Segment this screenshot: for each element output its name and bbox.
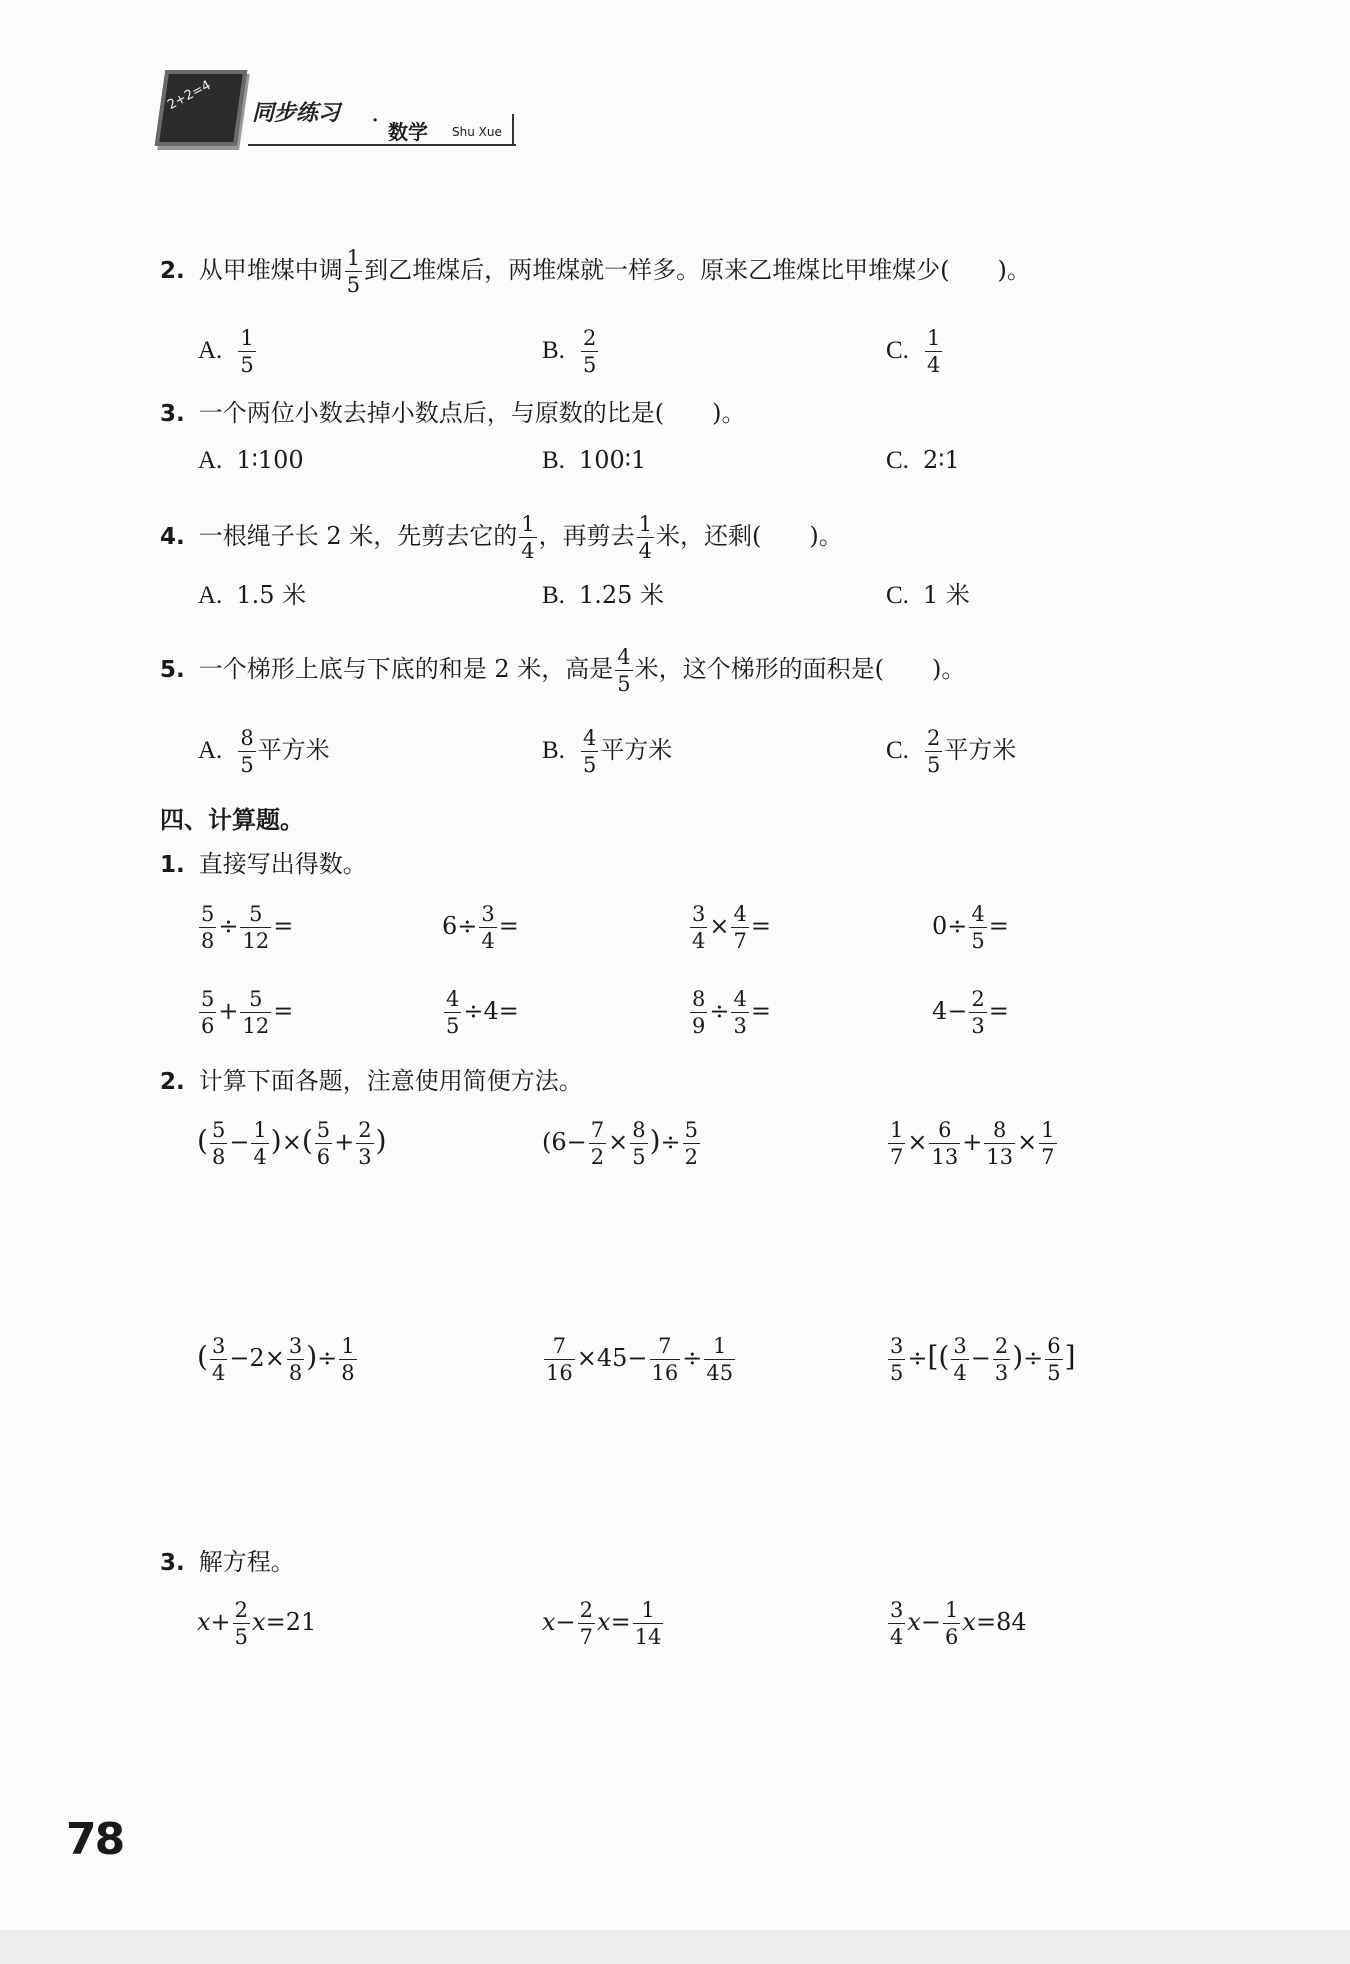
simplify-3: $\frac{1}{7}$ × $\frac{6}{13}$ + $\frac{8}{13}$ × $\frac{1}{7}$ [890,1118,1055,1169]
question-text: 从甲堆煤中调 [198,256,343,284]
calc-1-3: $\frac{3}{4}$ × $\frac{4}{7}$ = [692,902,771,953]
fraction: $\frac{2}{5}$ [926,726,941,777]
fraction: $\frac{2}{5}$ [582,326,597,377]
simplify-5: $\frac{7}{16}$ ×45− $\frac{7}{16}$ ÷ $\frac{1}{45}$ [546,1334,734,1385]
option-a[interactable]: A. 1∶100 [198,446,304,474]
option-b[interactable]: B. $\frac{4}{5}$ 平方米 [542,726,673,777]
calc-1-4: 0÷ $\frac{4}{5}$ = [932,902,1009,953]
simplify-6: $\frac{3}{5}$ ÷[( $\frac{3}{4}$ − $\frac{2}{3}$ )÷ $\frac{6}{5}$ ] [890,1334,1076,1385]
fraction: $\frac{1}{4}$ [521,512,535,563]
simplify-2: (6− $\frac{7}{2}$ × $\frac{8}{5}$ )÷ $\frac{5}{2}$ [542,1118,699,1169]
subsection-3: 3. 解方程。 [160,1548,295,1576]
question-2 [160,246,1031,297]
book-title: 同步练习 [252,101,341,126]
fraction: $\frac{4}{5}$ [617,645,631,696]
fraction: $\frac{1}{4}$ [638,512,653,563]
question-number: 4. [160,524,185,550]
question-number: 2. [160,258,185,284]
option-c[interactable]: C. 1 米 [886,581,970,609]
calc-2-4: 4− $\frac{2}{3}$ = [932,987,1009,1038]
subject-pinyin: Shu Xue [452,125,502,139]
page-header [160,70,520,160]
equation-2: x− $\frac{2}{7}$ x= $\frac{1}{14}$ [542,1598,662,1649]
question-4: 4. 一根绳子长 2 米，先剪去它的 $\frac{1}{4}$ ，再剪去 $\frac{1}{4}$ 米，还剩( )。 [160,512,843,563]
header-bracket [512,114,514,146]
option-c[interactable]: C. 2∶1 [886,446,960,474]
option-a[interactable]: A. $\frac{8}{5}$ 平方米 [198,726,330,777]
page-edge [0,1930,1350,1964]
chalkboard-text: 2+2=4 [165,77,214,114]
question-5: 5. 一个梯形上底与下底的和是 2 米，高是 $\frac{4}{5}$ 米，这个梯形的面积是( )。 [160,645,966,696]
option-b[interactable]: B. $\frac{2}{5}$ [542,326,597,377]
header-underline [248,144,516,146]
subsection-2: 2. 计算下面各题，注意使用简便方法。 [160,1067,583,1095]
fraction: $\frac{1}{5}$ [346,246,361,297]
option-c[interactable]: C. $\frac{1}{4}$ [886,326,941,377]
option-b[interactable]: B. 1.25 米 [542,581,665,609]
option-a[interactable]: A. $\frac{1}{5}$ [198,326,254,377]
section-title: 四、计算题。 [160,806,304,834]
fraction: $\frac{8}{5}$ [240,726,254,777]
calc-2-3: $\frac{8}{9}$ ÷ $\frac{4}{3}$ = [692,987,771,1038]
calc-1-2: 6÷ $\frac{3}{4}$ = [442,902,519,953]
option-b[interactable]: B. 100∶1 [542,446,647,474]
simplify-4: ( $\frac{3}{4}$ −2× $\frac{3}{8}$ )÷ $\frac{1}{8}$ [197,1334,355,1385]
separator-dot: · [372,110,379,131]
fraction: $\frac{4}{5}$ [582,726,597,777]
option-a[interactable]: A. 1.5 米 [198,581,307,609]
calc-2-1: $\frac{5}{6}$ + $\frac{5}{12}$ = [201,987,294,1038]
question-number: 5. [160,657,185,683]
subsection-1: 1. 直接写出得数。 [160,850,367,878]
page-number: 78 [66,1814,124,1865]
fraction: $\frac{1}{4}$ [926,326,941,377]
subject-label: 数学 [388,120,428,144]
equation-1: x+ $\frac{2}{5}$ x=21 [197,1598,317,1649]
calc-2-2: $\frac{4}{5}$ ÷4= [446,987,519,1038]
option-c[interactable]: C. $\frac{2}{5}$ 平方米 [886,726,1017,777]
calc-1-1: $\frac{5}{8}$ ÷ $\frac{5}{12}$ = [201,902,294,953]
question-text: 到乙堆煤后，两堆煤就一样多。原来乙堆煤比甲堆煤少( )。 [364,256,1031,284]
simplify-1: ( $\frac{5}{8}$ − $\frac{1}{4}$ )×( $\frac{5}{6}$ + $\frac{2}{3}$ ) [197,1118,387,1169]
equation-3: $\frac{3}{4}$ x− $\frac{1}{6}$ x=84 [890,1598,1027,1649]
question-number: 3. [160,401,185,427]
question-text: 一个两位小数去掉小数点后，与原数的比是( )。 [198,399,746,427]
question-3 [160,396,745,431]
fraction: $\frac{1}{5}$ [240,326,254,377]
